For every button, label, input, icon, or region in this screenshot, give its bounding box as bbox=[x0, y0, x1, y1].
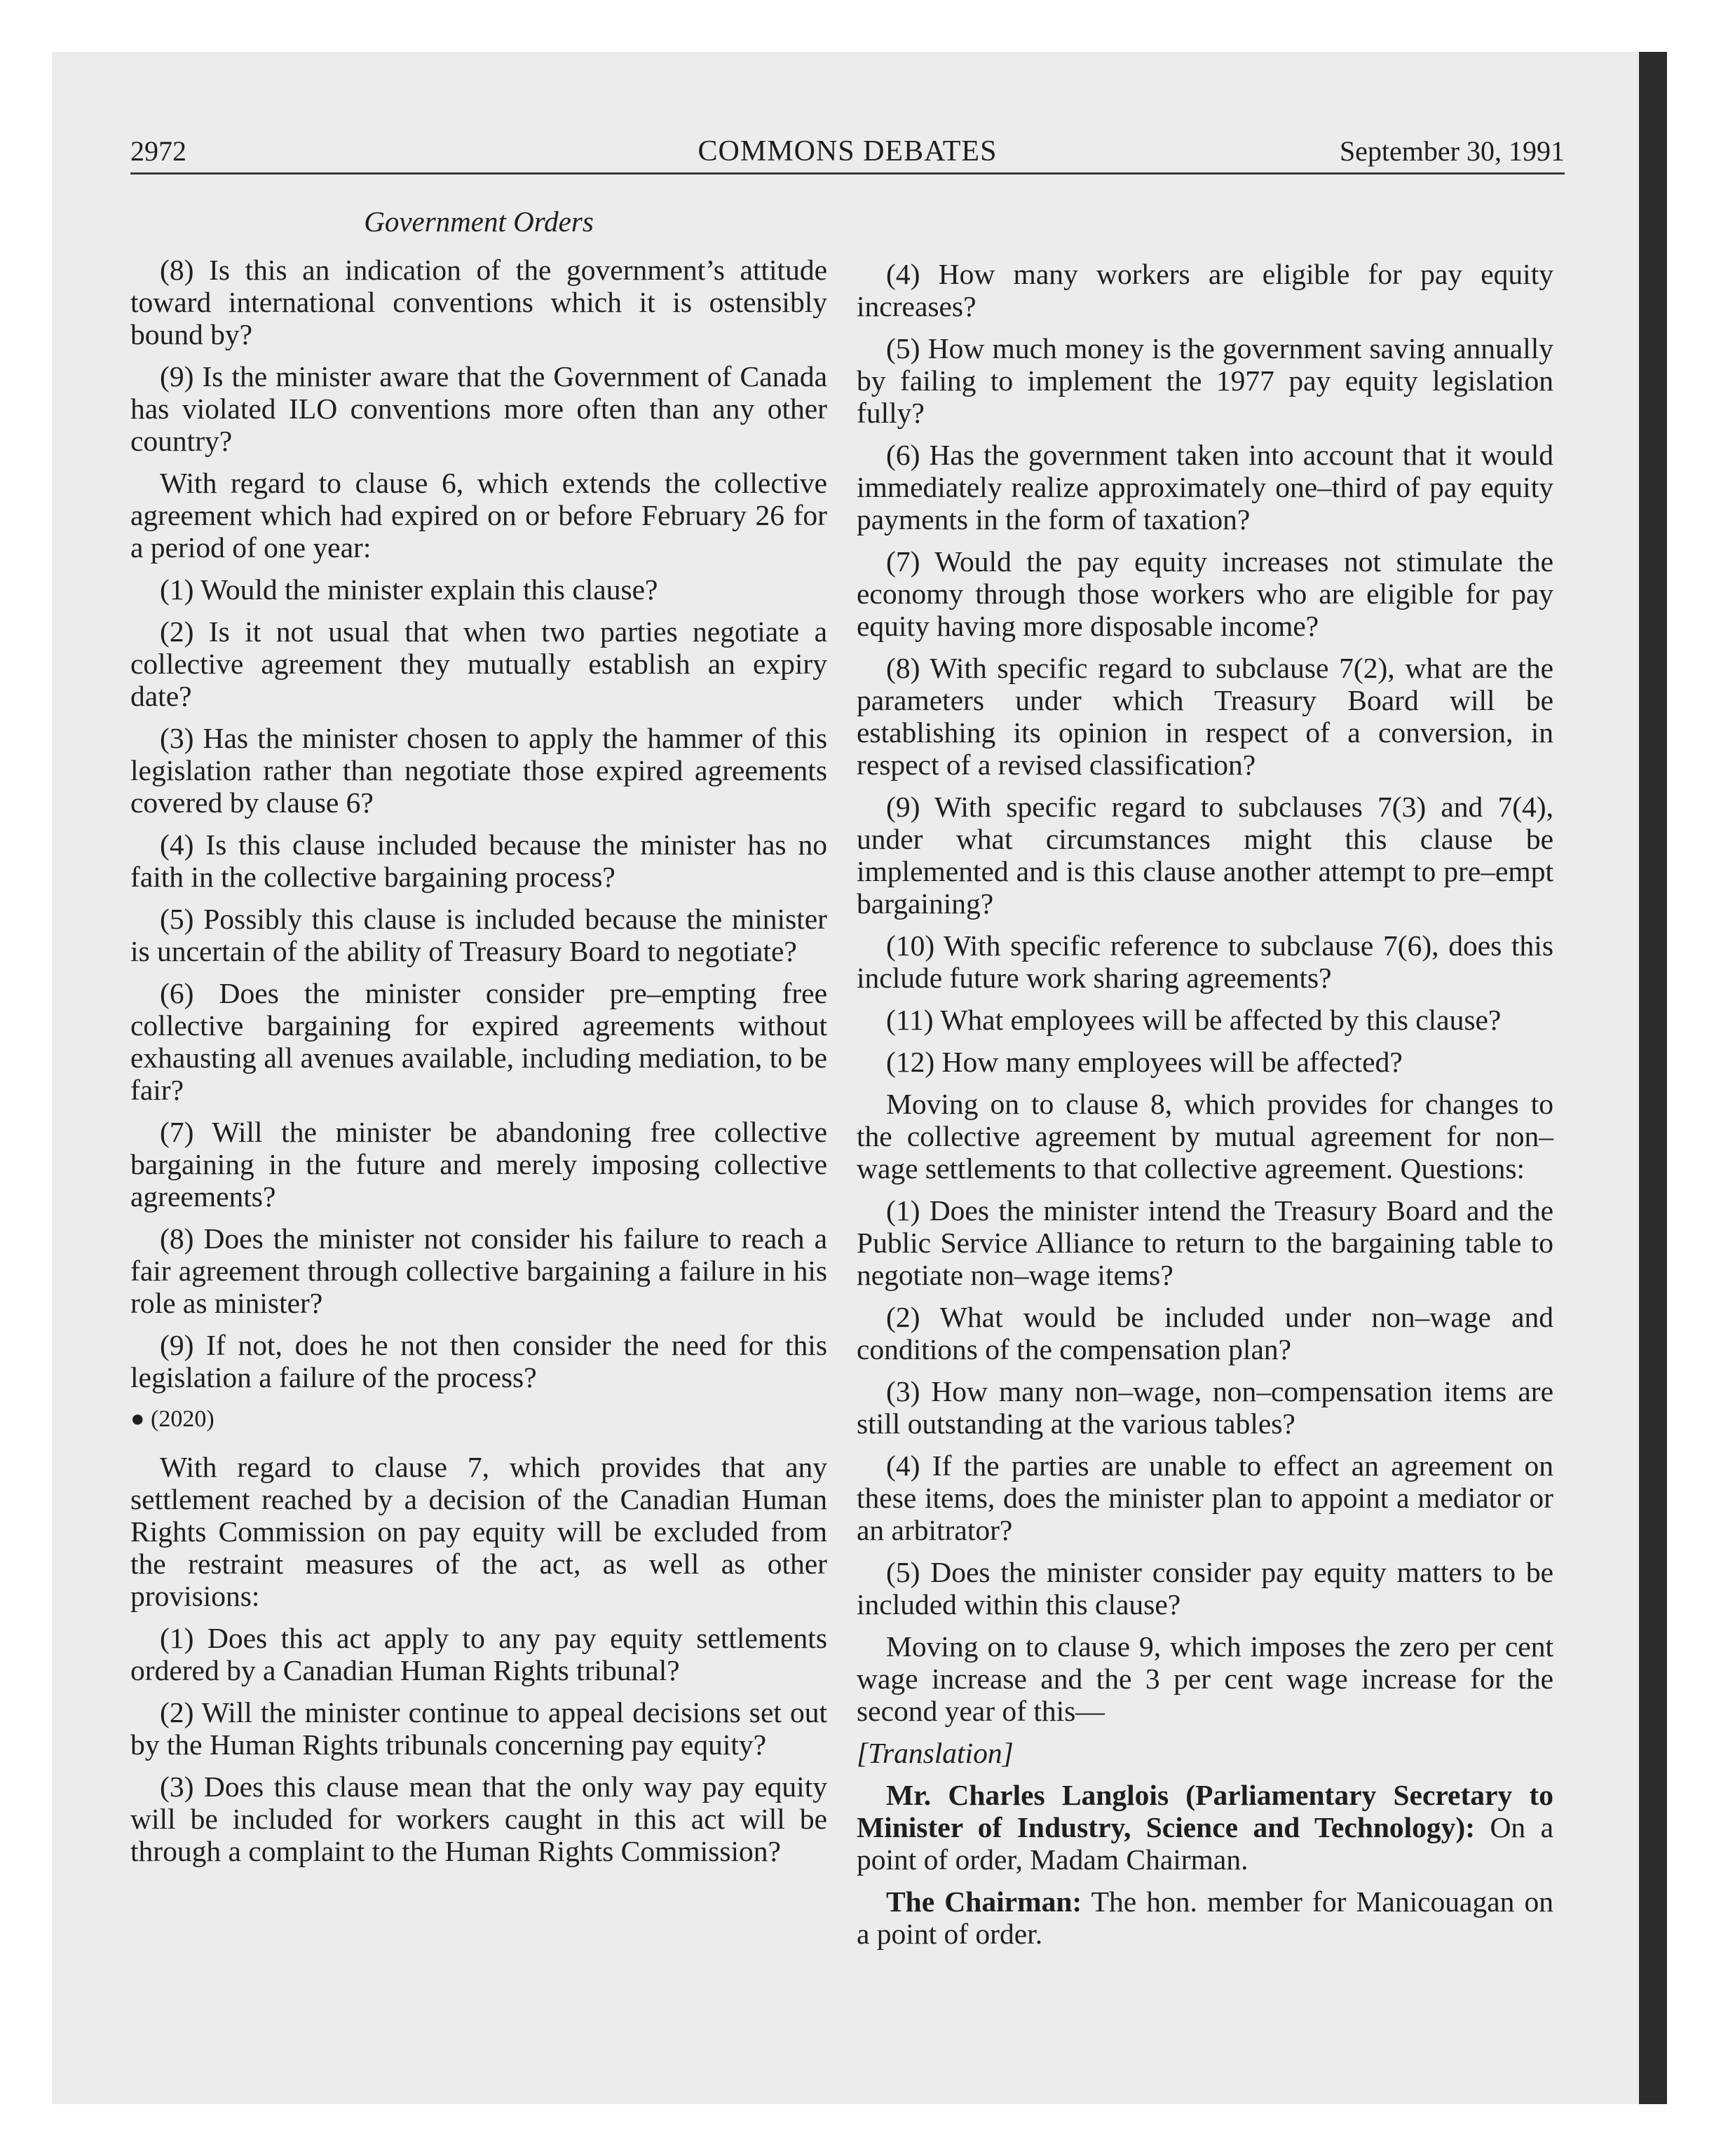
speech bbox=[857, 1885, 1553, 1950]
scan-edge bbox=[1639, 52, 1667, 2104]
paragraph: (5) Possibly this clause is included because the minister is uncertain of the ability of Treasury Board to negotiate? bbox=[130, 903, 827, 967]
paragraph: (1) Does this act apply to any pay equity settlements ordered by a Canadian Human Rights tribunal? bbox=[130, 1622, 827, 1686]
publication-title: COMMONS DEBATES bbox=[698, 135, 998, 168]
page-number: 2972 bbox=[130, 135, 186, 167]
section-title: Government Orders bbox=[364, 205, 594, 238]
paragraph: (11) What employees will be affected by this clause? bbox=[886, 1004, 1502, 1036]
translation-note: [Translation] bbox=[857, 1737, 1014, 1769]
page-date: September 30, 1991 bbox=[1339, 135, 1565, 167]
paragraph: (4) If the parties are unable to effect an agreement on these items, does the minister plan to appoint a mediator or an arbitrator? bbox=[857, 1449, 1553, 1546]
paragraph: (10) With specific reference to subclause 7(6), does this include future work sharing agreements? bbox=[857, 929, 1553, 994]
paragraph: (2) What would be included under non–wage and conditions of the compensation plan? bbox=[857, 1301, 1553, 1365]
paragraph: (1) Would the minister explain this clause? bbox=[160, 573, 658, 606]
paragraph: (6) Does the minister consider pre–empting free collective bargaining for expired agreements without exhausting all avenues available, including mediation, to be fair? bbox=[130, 977, 827, 1106]
paragraph: (5) How much money is the government saving annually by failing to implement the 1977 pay equity legislation fully? bbox=[857, 332, 1553, 429]
right-column bbox=[857, 258, 1553, 1960]
paragraph: With regard to clause 7, which provides that any settlement reached by a decision of the Canadian Human Rights Commission on pay equity will be excluded from the restraint measures of the act, as well as other provisions: bbox=[130, 1451, 827, 1612]
speaker-name: The Chairman: bbox=[886, 1885, 1082, 1918]
paragraph: (12) How many employees will be affected? bbox=[886, 1046, 1403, 1078]
paragraph: (5) Does the minister consider pay equity matters to be included within this clause? bbox=[857, 1556, 1553, 1621]
paragraph: (6) Has the government taken into account that it would immediately realize approximately one–third of pay equity payments in the form of taxation? bbox=[857, 439, 1553, 535]
speech-text: On a point of order, Madam Chairman. bbox=[857, 1811, 1553, 1876]
paragraph: Moving on to clause 9, which imposes the zero per cent wage increase and the 3 per cent wage increase for the second year of this— bbox=[857, 1630, 1553, 1727]
paragraph: (1) Does the minister intend the Treasury Board and the Public Service Alliance to return to the bargaining table to negotiate non–wage items? bbox=[857, 1194, 1553, 1291]
speech bbox=[857, 1779, 1553, 1876]
paragraph: (7) Would the pay equity increases not stimulate the economy through those workers who are eligible for pay equity having more disposable income? bbox=[857, 545, 1553, 642]
paragraph: (8) With specific regard to subclause 7(2), what are the parameters under which Treasury Board will be establishing its opinion in respect of a conversion, in respect of a revised classification? bbox=[857, 652, 1553, 781]
paragraph: (2) Is it not usual that when two parties negotiate a collective agreement they mutually establish an expiry date? bbox=[130, 615, 827, 712]
paragraph: (9) Is the minister aware that the Government of Canada has violated ILO conventions more often than any other country? bbox=[130, 360, 827, 457]
paragraph: (3) How many non–wage, non–compensation items are still outstanding at the various tables? bbox=[857, 1375, 1553, 1440]
paragraph: (4) Is this clause included because the minister has no faith in the collective bargaining process? bbox=[130, 828, 827, 893]
paragraph: With regard to clause 6, which extends the collective agreement which had expired on or before February 26 for a period of one year: bbox=[130, 467, 827, 564]
paragraph: (8) Does the minister not consider his failure to reach a fair agreement through collective bargaining a failure in his role as minister? bbox=[130, 1222, 827, 1319]
paragraph: (2) Will the minister continue to appeal decisions set out by the Human Rights tribunals concerning pay equity? bbox=[130, 1696, 827, 1761]
paragraph: (8) Is this an indication of the government’s attitude toward international conventions which it is ostensibly bound by? bbox=[130, 254, 827, 350]
paragraph: (3) Does this clause mean that the only way pay equity will be included for workers caught in this act will be through a complaint to the Human Rights Commission? bbox=[130, 1770, 827, 1867]
speaker-name: Mr. Charles Langlois (Parliamentary Secretary to Minister of Industry, Science and Technology): bbox=[857, 1779, 1553, 1843]
paragraph: (3) Has the minister chosen to apply the hammer of this legislation rather than negotiate those expired agreements covered by clause 6? bbox=[130, 722, 827, 819]
paragraph: (9) If not, does he not then consider the need for this legislation a failure of the process? bbox=[130, 1329, 827, 1393]
paragraph: (4) How many workers are eligible for pay equity increases? bbox=[857, 258, 1553, 322]
time-marker: ● (2020) bbox=[130, 1406, 215, 1432]
paragraph: Moving on to clause 8, which provides for changes to the collective agreement by mutual agreement for non–wage settlements to that collective agreement. Questions: bbox=[857, 1088, 1553, 1185]
page-header bbox=[130, 132, 1565, 175]
paragraph: (7) Will the minister be abandoning free collective bargaining in the future and merely imposing collective agreements? bbox=[130, 1116, 827, 1213]
speech-text: The hon. member for Manicouagan on a point of order. bbox=[857, 1885, 1553, 1950]
left-column bbox=[130, 254, 827, 1877]
paragraph: (9) With specific regard to subclauses 7(3) and 7(4), under what circumstances might this clause be implemented and is this clause another attempt to pre–empt bargaining? bbox=[857, 791, 1553, 920]
